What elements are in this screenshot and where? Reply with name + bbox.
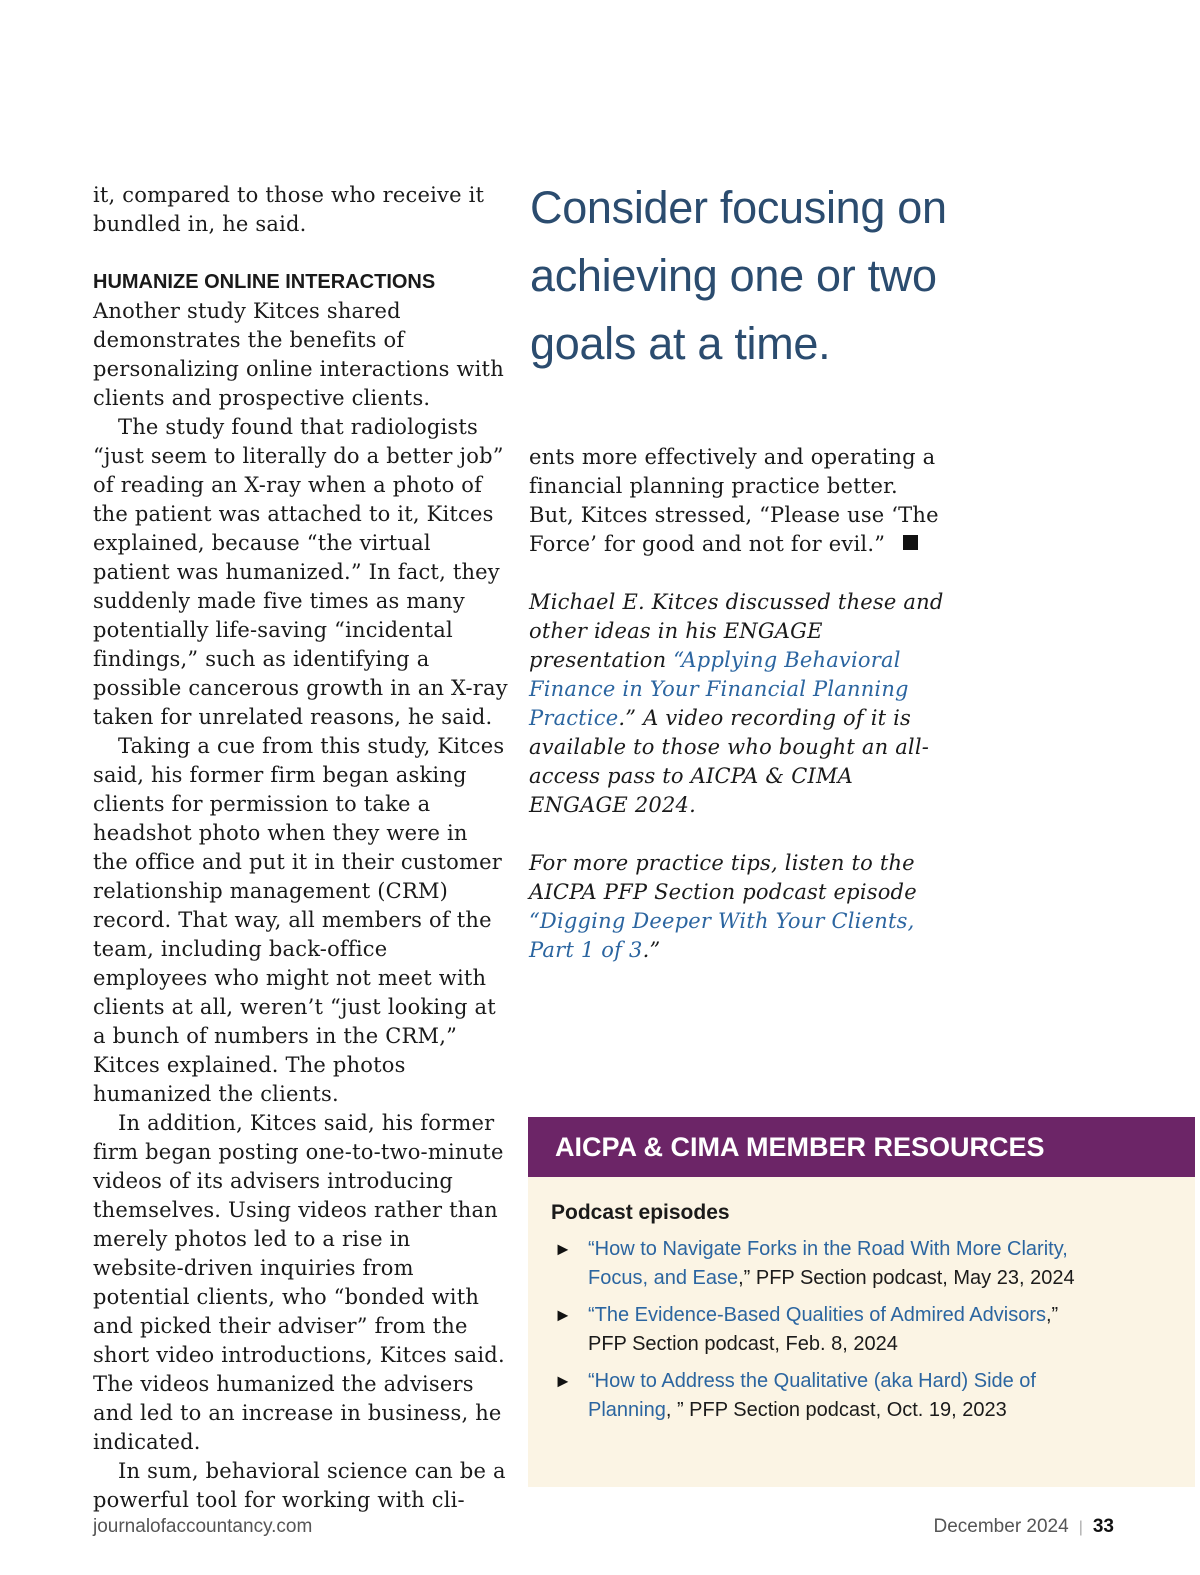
list-item [528,1367,1195,1425]
footer-site-name: journalofaccountancy.com [93,1516,313,1537]
triangle-bullet-icon: ► [554,1239,572,1259]
podcast-episode-link[interactable]: “How to Navigate Forks in the Road With More Clarity, Focus, and Ease [588,1238,1068,1289]
episode-details: ,” PFP Section podcast, May 23, 2024 [738,1267,1075,1289]
practice-tips [529,849,949,965]
podcast-episode-link[interactable]: “The Evidence-Based Qualities of Admired Advisors [588,1304,1046,1326]
section-heading: HUMANIZE ONLINE INTERACTIONS [93,271,436,293]
member-resources-box [528,1117,1195,1487]
bio-text: Michael E. Kitces discussed these and other ideas in his ENGAGE presentation [529,590,944,672]
podcast-episodes-title: Podcast episodes [551,1201,730,1224]
triangle-bullet-icon: ► [554,1305,572,1325]
footer-separator: | [1078,1519,1083,1536]
paragraph: Another study Kitces shared demonstrates the benefits of personalizing online interactions with clients and prospective clients. [93,299,504,410]
footer-date: December 2024 [933,1516,1069,1537]
paragraph: it, compared to those who receive it bundled in, he said. [93,183,485,236]
bio-text: .” A video recording of it is available to those who bought an all-access pass to AICPA & CIMA ENGAGE 2024. [529,706,930,817]
paragraph: The study found that radiologists “just seem to literally do a better job” of reading an X-ray when a photo of the patient was attached to it, Kitces explained, because “the virtual patient was humanized.” In fact, they suddenly made five times as many potentially life-saving “incidental findings,” such as identifying a possible cancerous growth in an X-ray taken for unrelated reasons, he said. [93,415,508,729]
resources-header: AICPA & CIMA MEMBER RESOURCES [528,1117,1195,1177]
paragraph: In addition, Kitces said, his former firm began posting one-to-two-minute videos of its advisers introducing themselves. Using videos rather than merely photos led to a rise in website-driven inquiries from potential clients, who “bonded with and picked their adviser” from the short video introductions, Kitces said. The videos humanized the advisers and led to an increase in business, he indicated. [93,1111,505,1454]
paragraph: Taking a cue from this study, Kitces said, his former firm began asking clients for permission to take a headshot photo when they were in the office and put it in their customer relationship management (CRM) record. That way, all members of the team, including back-office employees who might not meet with clients at all, weren’t “just looking at a bunch of numbers in the CRM,” Kitces explained. The photos humanized the clients. [93,734,505,1106]
pull-quote: Consider focusing on achieving one or two goals at a time. [530,182,947,369]
right-article-column [529,443,949,965]
author-bio [529,588,949,820]
episode-details: ,” PFP Section podcast, Feb. 8, 2024 [588,1304,1059,1355]
tips-text: .” [642,938,661,962]
paragraph [529,443,949,559]
podcast-episode-link[interactable]: “How to Address the Qualitative (aka Hard) Side of Planning [588,1370,1036,1421]
list-item [528,1235,1195,1293]
footer-page-info [934,1516,1115,1538]
episode-details: , ” PFP Section podcast, Oct. 19, 2023 [665,1399,1007,1421]
list-item [528,1301,1195,1359]
paragraph-text: ents more effectively and operating a financial planning practice better. But, Kitces stressed, “Please use ‘The Force’ for good and not for evil.” [529,445,939,556]
tips-text: For more practice tips, listen to the AICPA PFP Section podcast episode [529,851,917,904]
podcast-list [528,1235,1195,1425]
left-article-column [93,181,508,1515]
podcast-link[interactable]: “Digging Deeper With Your Clients, Part 1 of 3 [529,909,915,962]
page-number: 33 [1092,1516,1114,1537]
triangle-bullet-icon: ► [554,1371,572,1391]
paragraph: In sum, behavioral science can be a powerful tool for working with cli- [93,1459,506,1512]
end-of-article-mark [903,535,918,550]
presentation-link[interactable]: “Applying Behavioral Finance in Your Financial Planning Practice [529,648,909,730]
